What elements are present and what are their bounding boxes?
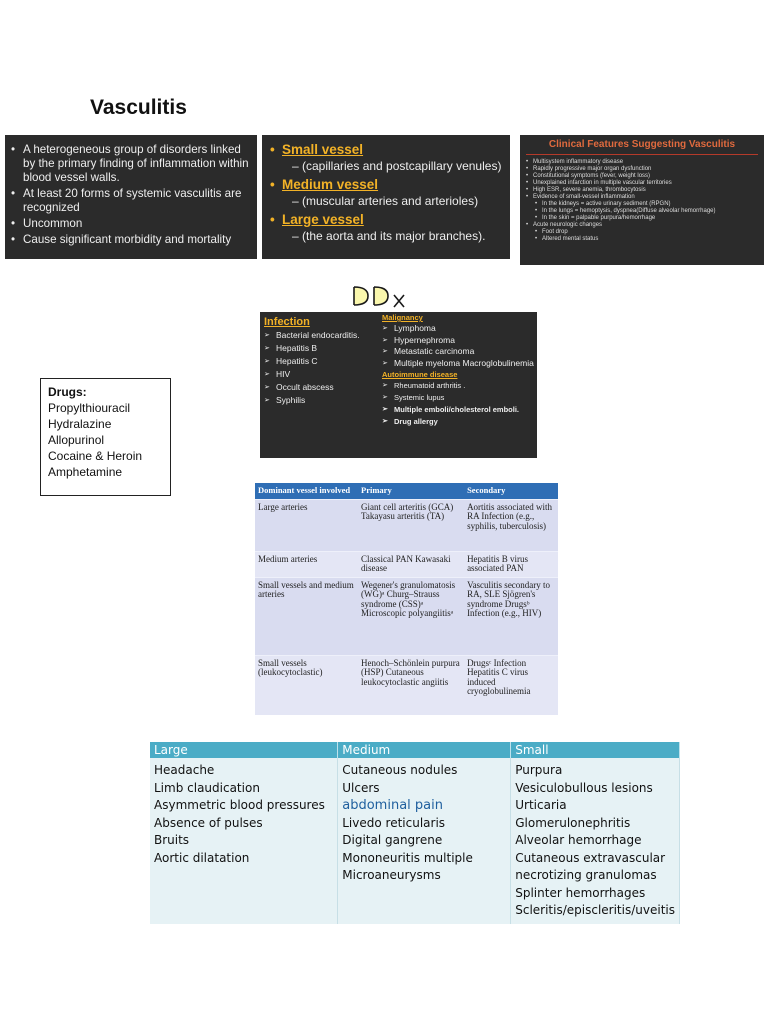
drug-item: Amphetamine: [48, 465, 123, 479]
table-cell: Hepatitis B virus associated PAN: [464, 551, 558, 577]
small-vessel-features: [511, 758, 680, 924]
drug-item: Hydralazine: [48, 417, 112, 431]
column-header: Small: [511, 742, 680, 758]
medium-vessel-feature: Microaneurysms: [342, 868, 441, 882]
medium-vessel-feature: abdominal pain: [342, 798, 443, 813]
malignancy-column: [382, 312, 534, 428]
definition-bullet: • At least 20 forms of systemic vasculitis are recognized: [11, 187, 251, 215]
infection-column: [264, 315, 382, 407]
table-cell: Small vessels (leukocytoclastic): [255, 655, 358, 715]
table-row: [255, 577, 558, 655]
malignancy-item: ➢ Metastatic carcinoma: [382, 346, 534, 358]
clinical-feature-item: • High ESR, severe anemia, thrombocytosis: [526, 187, 758, 194]
infection-item: ➢ Hepatitis C: [264, 355, 382, 368]
infection-item: ➢ Hepatitis B: [264, 342, 382, 355]
ddx-other-item: ➢ Drug allergy: [382, 416, 534, 428]
small-vessel-feature: Scleritis/episcleritis/uveitis: [515, 903, 675, 917]
table-cell: Giant cell arteritis (GCA) Takayasu arteritis (TA): [358, 499, 464, 551]
infection-item: ➢ Occult abscess: [264, 381, 382, 394]
small-vessel-feature: Glomerulonephritis: [515, 815, 631, 830]
table-row: [255, 655, 558, 715]
table-cell: Aortitis associated with RA Infection (e.g., syphilis, tuberculosis): [464, 499, 558, 551]
drugs-heading: Drugs:: [48, 385, 87, 399]
medium-vessel-feature: Livedo reticularis: [342, 815, 446, 830]
large-vessel-feature: Asymmetric blood pressures: [154, 798, 325, 812]
table-row: [255, 551, 558, 577]
clinical-feature-item: • Unexplained infarction in multiple vascular territories: [526, 180, 758, 187]
clinical-feature-item: • Acute neurologic changes: [526, 222, 758, 229]
drug-item: Allopurinol: [48, 433, 105, 447]
table-header-row: [255, 483, 558, 499]
malignancy-list: [382, 323, 534, 369]
small-vessel-feature: Vesiculobullous lesions: [515, 780, 653, 795]
small-vessel-feature: Purpura: [515, 763, 563, 777]
clinical-features-title: Clinical Features Suggesting Vasculitis: [526, 139, 758, 155]
medium-vessel-features: [338, 758, 511, 924]
autoimmune-item: ➢ Systemic lupus: [382, 392, 534, 404]
large-vessel-feature: Aortic dilatation: [154, 850, 250, 865]
definition-bullet: • A heterogeneous group of disorders linked by the primary finding of inflammation within blood vessel walls.: [11, 143, 251, 185]
ddx-slide: [260, 312, 537, 458]
clinical-feature-item: • In the lungs = hemoptysis, dyspnea(Diffuse alveolar hemorrhage): [526, 208, 758, 215]
large-vessel-feature: Absence of pulses: [154, 815, 263, 830]
infection-item: ➢ Syphilis: [264, 394, 382, 407]
autoimmune-heading: Autoimmune disease: [382, 370, 458, 379]
column-header: Primary: [358, 483, 464, 499]
features-by-size-table: [150, 742, 680, 924]
table-row: [255, 499, 558, 551]
small-vessel-feature: Splinter hemorrhages: [515, 885, 646, 900]
clinical-feature-item: • Foot drop: [526, 229, 758, 236]
column-header: Dominant vessel involved: [255, 483, 358, 499]
malignancy-item: ➢ Hypernephroma: [382, 335, 534, 347]
table-cell: Medium arteries: [255, 551, 358, 577]
medium-vessel-feature: Ulcers: [342, 780, 380, 795]
table-cell: Drugsᶜ Infection Hepatitis C virus induced cryoglobulinemia: [464, 655, 558, 715]
large-vessel-feature: Headache: [154, 763, 215, 777]
small-vessel-feature: Alveolar hemorrhage: [515, 833, 642, 847]
drugs-box: [40, 378, 171, 496]
clinical-feature-item: • Constitutional symptoms (fever, weight loss): [526, 173, 758, 180]
small-vessel-feature: Urticaria: [515, 798, 567, 812]
definition-bullet: • Uncommon: [11, 217, 251, 231]
large-vessel-features: [150, 758, 338, 924]
ddx-handwritten-label: [350, 283, 412, 309]
column-header: Secondary: [464, 483, 558, 499]
large-vessel-feature: Limb claudication: [154, 780, 260, 795]
vessel-size-title: • Small vessel: [270, 142, 504, 157]
ddx-text: DDx: [350, 283, 352, 284]
large-vessel-feature: Bruits: [154, 833, 190, 847]
autoimmune-item: ➢ Rheumatoid arthritis .: [382, 380, 534, 392]
drug-item: Cocaine & Heroin: [48, 449, 143, 463]
medium-vessel-feature: Mononeuritis multiple: [342, 850, 473, 865]
definition-list: [11, 143, 251, 247]
small-vessel-feature: Cutaneous extravascular necrotizing granulomas: [515, 850, 666, 882]
vessel-size-title: • Medium vessel: [270, 177, 504, 192]
clinical-features-slide: [520, 135, 764, 265]
clinical-feature-item: • In the kidneys = active urinary sediment (RPGN): [526, 201, 758, 208]
table-cell: Large arteries: [255, 499, 358, 551]
malignancy-item: ➢ Multiple myeloma Macroglobulinemia: [382, 358, 534, 370]
vessel-size-desc: – (capillaries and postcapillary venules): [292, 159, 502, 173]
vessel-size-slide: [262, 135, 510, 259]
clinical-feature-item: • In the skin = palpable purpura/hemorrhage: [526, 215, 758, 222]
clinical-feature-item: • Multisystem inflammatory disease: [526, 159, 758, 166]
infection-item: ➢ Bacterial endocarditis.: [264, 329, 382, 342]
drug-item: Propylthiouracil: [48, 401, 131, 415]
malignancy-item: ➢ Lymphoma: [382, 323, 534, 335]
clinical-features-list: [526, 159, 758, 243]
clinical-feature-item: • Rapidly progressive major organ dysfunction: [526, 166, 758, 173]
definition-slide: [5, 135, 257, 259]
malignancy-heading: Malignancy: [382, 313, 423, 322]
autoimmune-list: [382, 380, 534, 404]
page-title: Vasculitis: [90, 96, 187, 119]
clinical-feature-item: • Altered mental status: [526, 236, 758, 243]
table-cell: Vasculitis secondary to RA, SLE Sjögren's syndrome Drugsᵇ Infection (e.g., HIV): [464, 577, 558, 655]
vessel-size-desc: – (muscular arteries and arterioles): [292, 194, 479, 208]
column-header: Large: [150, 742, 338, 758]
definition-bullet: • Cause significant morbidity and mortality: [11, 233, 251, 247]
table-cell: Wegener's granulomatosis (WG)ᵃ Churg–Strauss syndrome (CSS)ᵃ Microscopic polyangiitisᵃ: [358, 577, 464, 655]
table-row: [150, 758, 680, 924]
column-header: Medium: [338, 742, 511, 758]
vessel-size-title: • Large vessel: [270, 212, 504, 227]
infection-item: ➢ HIV: [264, 368, 382, 381]
ddx-other-item: ➢ Multiple emboli/cholesterol emboli.: [382, 404, 534, 416]
clinical-feature-item: • Evidence of small-vessel inflammation: [526, 194, 758, 201]
infection-heading: Infection: [264, 316, 310, 328]
vessel-classification-table: [255, 483, 558, 715]
table-cell: Henoch–Schönlein purpura (HSP) Cutaneous leukocytoclastic angiitis: [358, 655, 464, 715]
infection-list: [264, 329, 382, 407]
vessel-size-desc: – (the aorta and its major branches).: [292, 229, 486, 243]
table-cell: Small vessels and medium arteries: [255, 577, 358, 655]
table-header-row: [150, 742, 680, 758]
other-ddx-list: [382, 404, 534, 428]
medium-vessel-feature: Cutaneous nodules: [342, 763, 458, 777]
medium-vessel-feature: Digital gangrene: [342, 833, 443, 847]
table-cell: Classical PAN Kawasaki disease: [358, 551, 464, 577]
